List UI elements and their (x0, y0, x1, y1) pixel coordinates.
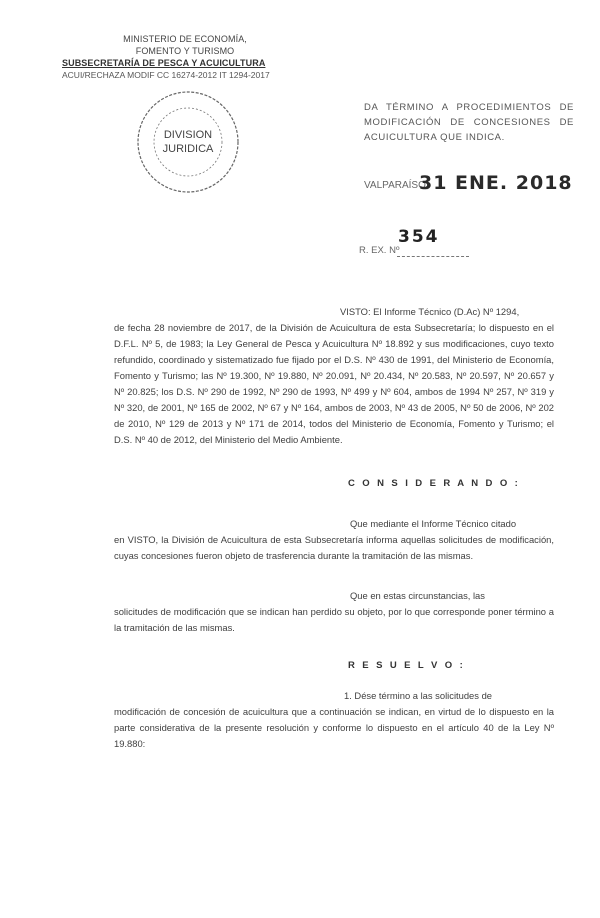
letterhead (105, 33, 265, 57)
date-stamp: 31 ENE. 2018 (419, 172, 573, 194)
visto-lead: VISTO: El Informe Técnico (D.Ac) Nº 1294, (340, 306, 520, 317)
visto-text: de fecha 28 noviembre de 2017, de la División de Acuicultura de esta Subsecretaría; lo dispuesto en el D.F.L. Nº 5, de 1983; la Ley General de Pesca y Acuicultura Nº 18.892 y sus modificaciones, cuyo texto refundido, coordinado y sistematizado fue fijado por el D.S. Nº 430 de 1991, del Ministerio de Economía, Fomento y Turismo; las Nº 19.300, Nº 19.880, Nº 20.091, Nº 20.434, Nº 20.583, Nº 20.597, Nº 20.657 y Nº 20.825; los D.S. Nº 290 de 1992, Nº 290 de 1993, Nº 499 y Nº 604, ambos de 1994 Nº 257, Nº 319 y Nº 320, de 2001, Nº 165 de 2002, Nº 67 y Nº 164, ambos de 2003, Nº 43 de 2005, Nº 50 de 2006, Nº 202 de 2010, Nº 129 de 2013 y Nº 171 de 2014, todos del Ministerio de Economía, Fomento y Turismo; el D.S. Nº 40 de 2012, del Ministerio del Medio Ambiente. (114, 322, 554, 445)
considerando-paragraph-2 (114, 588, 554, 636)
considerando-p2-text: solicitudes de modificación que se indican han perdido su objeto, por lo que corresponde poner término a la tramitación de las mismas. (114, 606, 554, 633)
visto-section (114, 304, 554, 448)
considerando-p1-lead: Que mediante el Informe Técnico citado (350, 518, 517, 529)
resolution-number-line (397, 256, 469, 257)
division-juridica-seal (134, 88, 242, 196)
resuelvo-item1-lead: 1. Dése término a las solicitudes de (344, 690, 492, 701)
ministry-subname: FOMENTO Y TURISMO (135, 46, 235, 56)
resolution-subject: DA TÉRMINO A PROCEDIMIENTOS DE MODIFICACIÓN DE CONCESIONES DE ACUICULTURA QUE INDICA. (364, 102, 574, 143)
date-label: VALPARAÍSO, (364, 180, 429, 191)
resuelvo-item1-text: modificación de concesión de acuicultura que a continuación se indican, en virtud de lo dispuesto en la parte considerativa de la presente resolución y conforme lo dispuesto en el artículo 40 de la Ley Nº 19.880: (114, 706, 554, 749)
resuelvo-heading: R E S U E L V O : (348, 660, 466, 671)
seal-text-line1: DIVISION (163, 129, 213, 141)
resolution-label: R. EX. Nº (359, 245, 400, 256)
ministry-name: MINISTERIO DE ECONOMÍA, (123, 34, 247, 44)
reference-code: ACUI/RECHAZA MODIF CC 16274-2012 IT 1294-2017 (62, 70, 270, 80)
considerando-heading: C O N S I D E R A N D O : (348, 478, 521, 489)
subsecretaria-name: SUBSECRETARÍA DE PESCA Y ACUICULTURA (62, 58, 266, 68)
resuelvo-item-1 (114, 688, 554, 752)
considerando-paragraph-1 (114, 516, 554, 564)
seal-text-line2: JURIDICA (162, 143, 214, 155)
considerando-p1-text: en VISTO, la División de Acuicultura de esta Subsecretaría informa aquellas solicitudes de modificación, cuyas concesiones fueron objeto de trasferencia durante la tramitación de las mismas. (114, 534, 554, 561)
resolution-number: 354 (398, 227, 440, 247)
considerando-p2-lead: Que en estas circunstancias, las (350, 590, 485, 601)
